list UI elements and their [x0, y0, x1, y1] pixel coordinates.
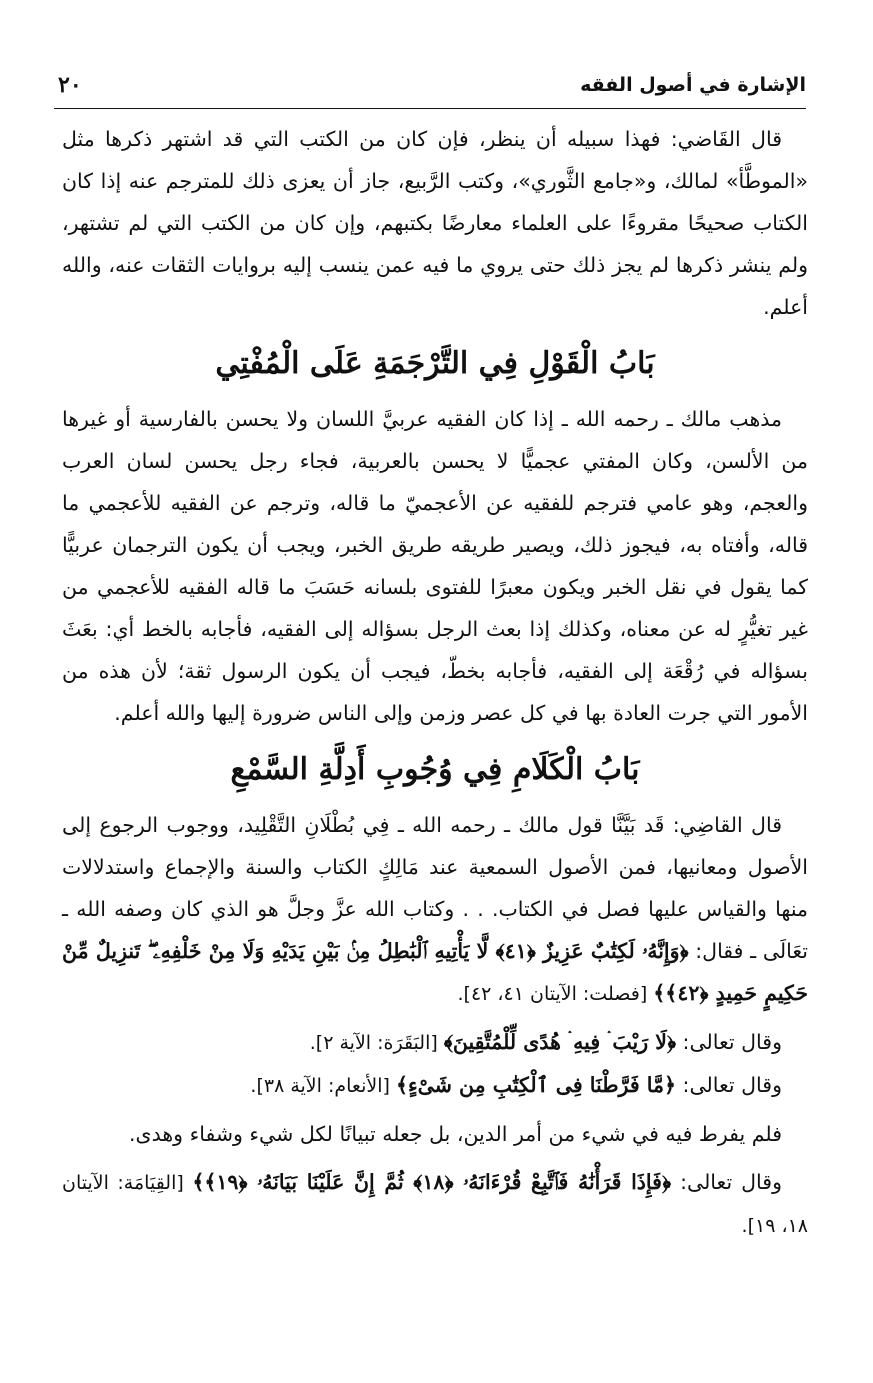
page-body [62, 118, 808, 1247]
quran-verse: ﴿وَإِنَّهُۥ لَكِتَٰبٌ عَزِيزٌ ﴿٤١﴾ لَّا يَأْتِيهِ ٱلْبَٰطِلُ مِنۢ بَيْنِ يَدَيْهِ وَلَا مِنْ خَلْفِهِۦ ۖ تَنزِيلٌ مِّنْ حَكِيمٍ حَمِيدٍ ﴿٤٢﴾﴾ [62, 939, 808, 1005]
paragraph-qiyamah-verse [62, 1161, 808, 1247]
paragraph-clarification: فلم يفرط فيه في شيء من أمر الدين، بل جعله تبيانًا لكل شيء وشفاء وهدى. [129, 1122, 782, 1146]
paragraph-text: وقال تعالى: [676, 1073, 782, 1097]
quran-verse: ﴿لَا رَيْبَ ۛ فِيهِ ۛ هُدًى لِّلْمُتَّقِينَ﴾ [443, 1030, 677, 1054]
quran-verse: ﴿مَّا فَرَّطْنَا فِى ٱلْكِتَٰبِ مِن شَىْءٍ﴾ [395, 1073, 677, 1097]
chapter-title-revealed-evidence: بَابُ الْكَلَامِ فِي وُجُوبِ أَدِلَّةِ السَّمْعِ [230, 752, 640, 787]
page-number: ٢٠ [58, 72, 82, 98]
paragraph-baqarah-verse [62, 1021, 808, 1064]
paragraph-text: قال القاضِي: قَد بَيَّنَّا قول مالك ـ رحمه الله ـ فِي بُطْلَانِ التَّقْلِيد، ووجوب الرجوع إلى الأصول ومعانيها، فمن الأصول السمعية عند مَالِكٍ الكتاب والسنة والإجماع واستدلالات منها والقياس عليها فصل في الكتاب. . . وكتاب الله عزَّ وجلَّ هو الذي كان وصفه الله ـ تعَالَى ـ فقال: [62, 813, 809, 963]
verse-reference: [الأنعام: الآية ٣٨]. [250, 1075, 396, 1097]
verse-reference: [فصلت: الآيتان ٤١، ٤٢]. [457, 983, 654, 1005]
page-header [54, 66, 806, 106]
verse-reference: [القِيَامَة: الآيتان ١٨، ١٩]. [62, 1172, 808, 1237]
header-divider [54, 108, 806, 109]
verse-reference: [البَقَرَة: الآية ٢]. [309, 1032, 444, 1054]
paragraph-sources-of-law [62, 804, 808, 1015]
paragraph-text: وقال تعالى: [671, 1170, 782, 1194]
paragraph-text: وقال تعالى: [676, 1030, 782, 1054]
quran-verse: ﴿فَإِذَا قَرَأْنَٰهُ فَٱتَّبِعْ قُرْءَانَهُۥ ﴿١٨﴾ ثُمَّ إِنَّ عَلَيْنَا بَيَانَهُۥ ﴿١٩﴾﴾ [192, 1170, 672, 1194]
chapter-title-translation: بَابُ الْقَوْلِ فِي التَّرْجَمَةِ عَلَى الْمُفْتِي [215, 346, 655, 381]
paragraph-malik-translation: مذهب مالك ـ رحمه الله ـ إذا كان الفقيه عربيَّ اللسان ولا يحسن بالفارسية أو غيرها من الألسن، وكان المفتي عجميًّا لا يحسن بالعربية، فجاء رجل يحسن لسان العرب والعجم، وهو عامي فترجم للفقيه عن الأعجميّ ما قاله، وترجم عن الفقيه للأعجمي ما قاله، وأفتاه به، فيجوز ذلك، ويصير طريقه طريق الخبر، ويجب أن يكون الترجمان عربيًّا كما يقول في نقل الخبر ويكون معبرًا للفتوى بلسانه حَسَبَ ما قاله الفقيه للأعجمي من غير تغيُّرٍ له عن معناه، وكذلك إذا بعث الرجل بسؤاله إلى الفقيه، فأجابه بالخط أي: بعَثَ بسؤاله في رُقْعَة إلى الفقيه، فأجابه بخطّ، فيجب أن يكون الرسول ثقة؛ لأن هذه من الأمور التي جرت العادة بها في كل عصر وزمن وإلى الناس ضرورة إليها والله أعلم. [62, 407, 808, 725]
paragraph-anam-verse [62, 1064, 808, 1107]
paragraph-qadi-transmission: قال القَاضي: فهذا سبيله أن ينظر، فإن كان من الكتب التي قد اشتهر ذكرها مثل «الموطَّأ» لمالك، و«جامع الثَّوري»، وكتب الرَّبيع، جاز أن يعزى ذلك للمترجم عنه إذا كان الكتاب صحيحًا مقروءًا على العلماء معارضًا بكتبهم، وإن كان من الكتب التي لم تشتهر، ولم ينشر ذكرها لم يجز ذلك حتى يروي ما فيه عمن ينسب إليه بروايات الثقات عنه، والله أعلم. [62, 127, 808, 319]
running-title: الإشارة في أصول الفقه [580, 74, 806, 96]
